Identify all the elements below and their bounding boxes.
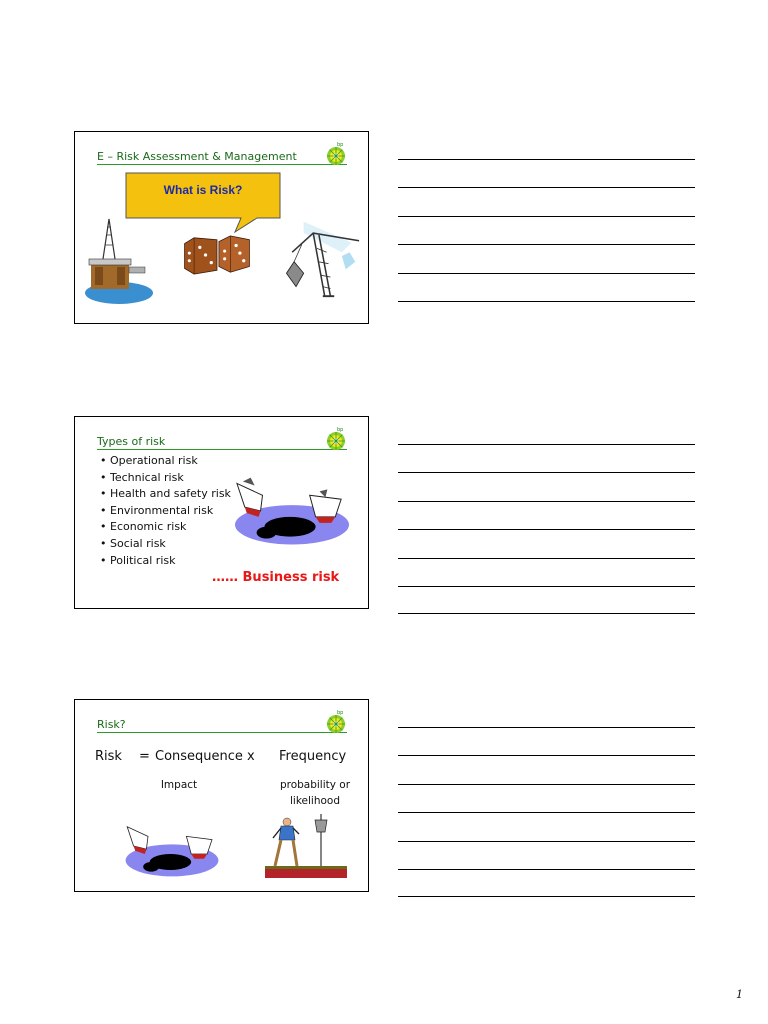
svg-text:bp: bp [337, 142, 344, 148]
equation-equals: = [139, 749, 150, 764]
bp-logo-icon [324, 140, 348, 166]
sinking-ship-icon [233, 477, 351, 547]
slide-3 [74, 699, 369, 892]
crane-icon [275, 212, 361, 302]
slide-title: Risk? [97, 718, 347, 733]
oil-rig-icon [83, 214, 153, 306]
equation-consequence: Consequence x [155, 749, 255, 764]
list-item: • Political risk [100, 553, 231, 570]
equation-risk: Risk [95, 749, 122, 764]
notes-lines-2 [398, 416, 695, 614]
worker-suspended-load-icon [263, 812, 353, 882]
list-item: • Technical risk [100, 470, 231, 487]
impact-label: Impact [160, 779, 198, 791]
list-item: • Social risk [100, 536, 231, 553]
what-is-risk-callout [125, 172, 281, 220]
slide-2 [74, 416, 369, 609]
list-item: • Health and safety risk [100, 486, 231, 503]
probability-label-line2: likelihood [289, 795, 340, 807]
slide-title: E – Risk Assessment & Management [97, 150, 347, 165]
page-number: 1 [736, 988, 743, 1001]
slide-1 [74, 131, 369, 324]
risk-types-list [100, 453, 231, 569]
svg-text:bp: bp [337, 710, 344, 716]
dice-icon [181, 234, 253, 276]
bp-logo-icon [324, 708, 348, 734]
probability-label-line1: probability or [279, 779, 351, 791]
notes-lines-3 [398, 699, 695, 897]
equation-frequency: Frequency [279, 749, 347, 764]
list-item: • Operational risk [100, 453, 231, 470]
bp-logo-icon [324, 425, 348, 451]
business-risk-label: …… Business risk [212, 570, 340, 585]
notes-lines-1 [398, 131, 695, 302]
callout-text: What is Risk? [163, 183, 243, 197]
sinking-ship-icon [121, 822, 223, 878]
slide-title: Types of risk [97, 435, 347, 450]
list-item: • Environmental risk [100, 503, 231, 520]
svg-text:bp: bp [337, 427, 344, 433]
list-item: • Economic risk [100, 519, 231, 536]
